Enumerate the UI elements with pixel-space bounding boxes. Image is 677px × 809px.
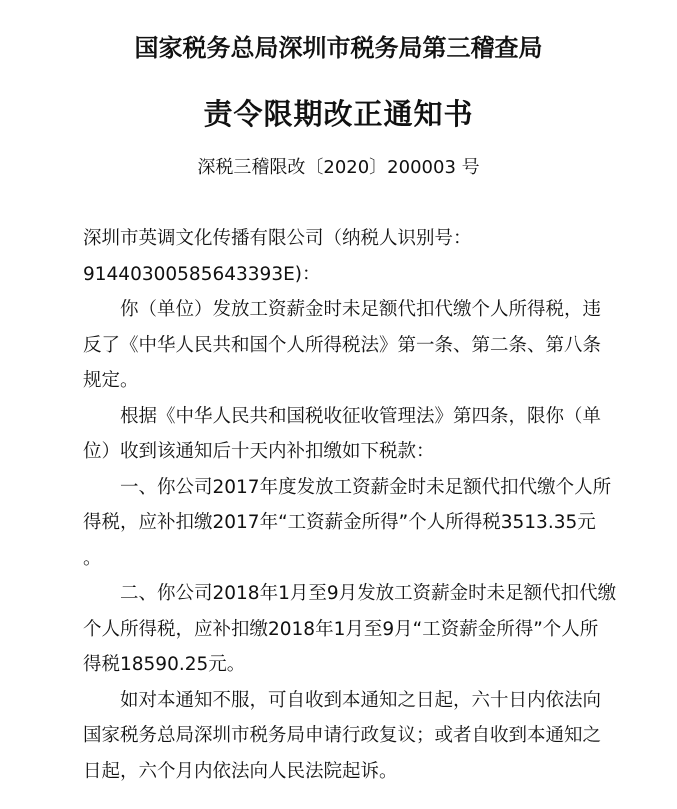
paragraph-line: 得税，应补扣缴2017年“工资薪金所得”个人所得税3513.35元 bbox=[83, 512, 596, 533]
paragraph-appeal-rights bbox=[83, 683, 643, 790]
paragraph-line: 国家税务总局深圳市税务局申请行政复议；或者自收到本通知之 bbox=[83, 725, 602, 746]
paragraph-line: 你（单位）发放工资薪金时未足额代扣代缴个人所得税，违 bbox=[120, 299, 602, 320]
paragraph-line: 个人所得税，应补扣缴2018年1月至9月“工资薪金所得”个人所 bbox=[83, 618, 599, 640]
paragraph-line: 一、你公司2017年度发放工资薪金时未足额代扣代缴个人所 bbox=[120, 476, 612, 498]
paragraph-line: 根据《中华人民共和国税收征收管理法》第四条，限你（单 bbox=[120, 405, 602, 427]
paragraph-line: 日起，六个月内依法向人民法院起诉。 bbox=[83, 760, 398, 782]
paragraph-line: 反了《中华人民共和国个人所得税法》第一条、第二条、第八条 bbox=[83, 334, 602, 356]
paragraph-violation bbox=[83, 292, 643, 399]
paragraph-line: 二、你公司2018年1月至9月发放工资薪金时未足额代扣代缴 bbox=[120, 583, 617, 604]
paragraph-line: 得税18590.25元。 bbox=[83, 654, 246, 675]
paragraph-line: 位）收到该通知后十天内补扣缴如下税款： bbox=[83, 441, 435, 462]
document-title: 责令限期改正通知书 bbox=[203, 97, 474, 131]
paragraph-item-2 bbox=[83, 576, 643, 683]
issuing-authority: 国家税务总局深圳市税务局第三稽查局 bbox=[134, 33, 543, 62]
addressee-line: 深圳市英调文化传播有限公司（纳税人识别号： bbox=[83, 228, 472, 249]
reference-number: 深税三稽限改〔2020〕200003 号 bbox=[197, 157, 480, 178]
document-body bbox=[83, 221, 643, 789]
addressee-line: 91440300585643393E)： bbox=[83, 263, 321, 285]
paragraph-line: 规定。 bbox=[83, 370, 139, 391]
paragraph-legal-basis bbox=[83, 399, 643, 470]
paragraph-line: 。 bbox=[83, 547, 102, 569]
addressee bbox=[83, 221, 643, 292]
paragraph-line: 如对本通知不服，可自收到本通知之日起，六十日内依法向 bbox=[120, 689, 602, 711]
paragraph-item-1 bbox=[83, 470, 643, 577]
